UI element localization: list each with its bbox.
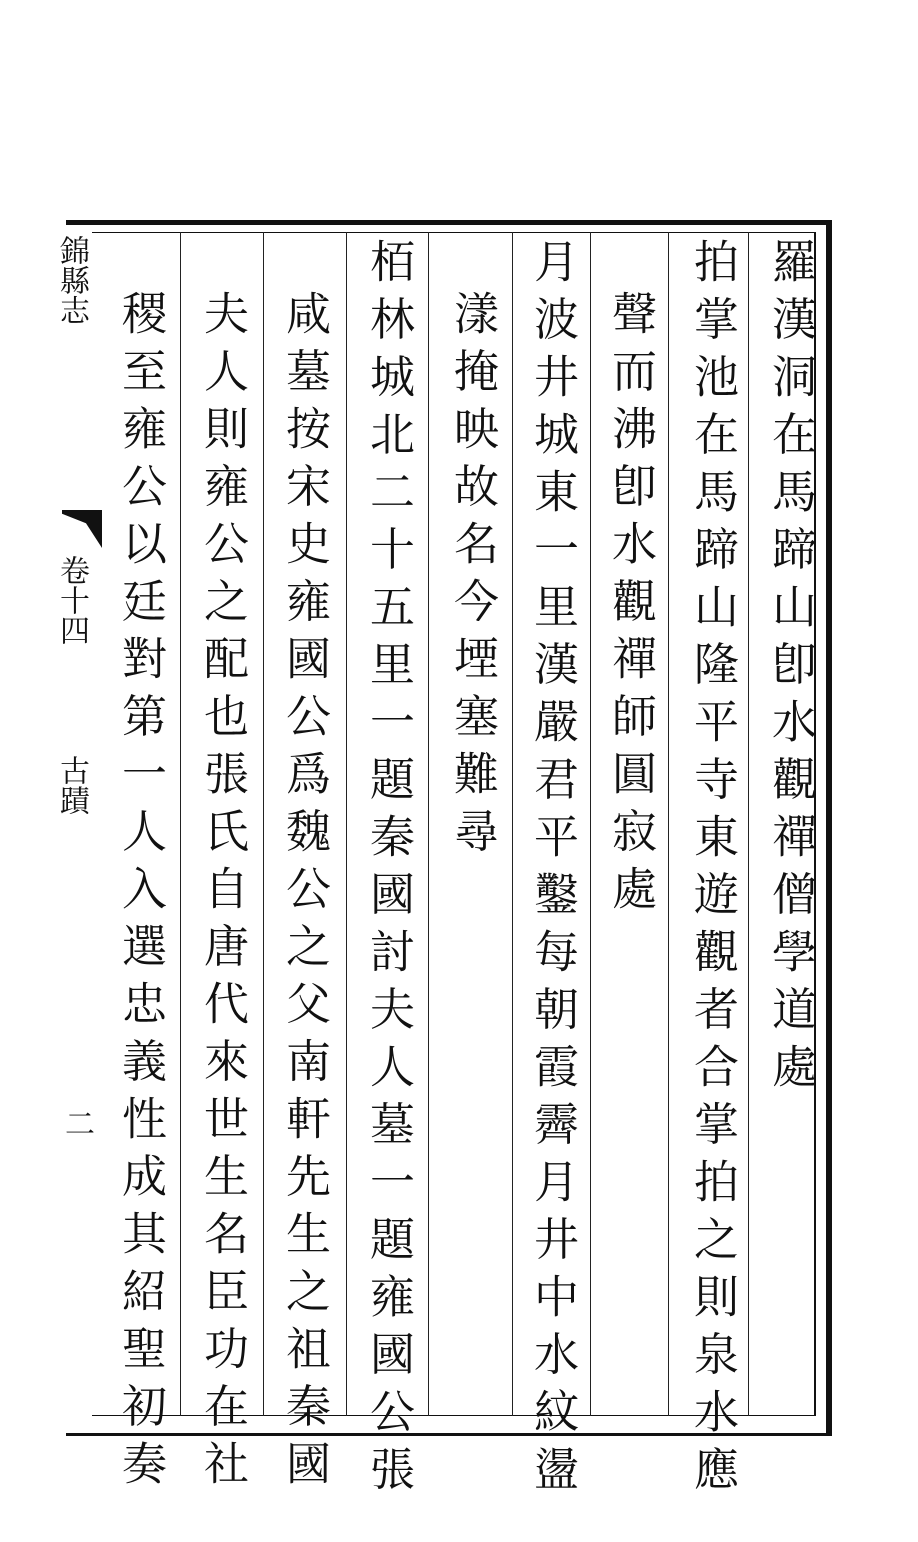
column-rule — [590, 232, 591, 1416]
text-column-5: 漾掩映故名今堙塞難尋 — [446, 290, 499, 865]
text-column-1: 羅漢洞在馬蹄山卽水觀禪僧學道處 — [764, 238, 817, 1101]
column-rule — [748, 232, 749, 1416]
text-column-4: 月波井城東一里漢嚴君平鑿每朝霞霽月井中水紋盪 — [526, 238, 579, 1503]
text-column-6: 栢林城北二十五里一題秦國討夫人墓一題雍國公張 — [362, 238, 415, 1503]
banxin-volume: 卷十四 — [54, 555, 89, 645]
column-rule — [668, 232, 669, 1416]
text-column-8: 夫人則雍公之配也張氏自唐代來世生名臣功在社 — [196, 290, 249, 1498]
text-column-7: 咸墓按宋史雍國公爲魏公之父南軒先生之祖秦國 — [278, 290, 331, 1498]
column-rule — [180, 232, 181, 1416]
column-rule — [263, 232, 264, 1416]
column-rule — [428, 232, 429, 1416]
column-rule — [512, 232, 513, 1416]
banxin-strip — [54, 225, 98, 1430]
text-column-9: 稷至雍公以廷對第一人入選忠義性成其紹聖初奏 — [114, 290, 167, 1498]
banxin-title: 錦縣志 — [54, 235, 89, 325]
column-rule — [346, 232, 347, 1416]
text-column-3: 聲而沸卽水觀禪師圓寂處 — [604, 290, 657, 923]
page-number: 二 — [59, 1108, 94, 1138]
banxin-section: 古蹟 — [54, 755, 89, 815]
text-column-2: 拍掌池在馬蹄山隆平寺東遊觀者合掌拍之則泉水應 — [686, 238, 739, 1503]
